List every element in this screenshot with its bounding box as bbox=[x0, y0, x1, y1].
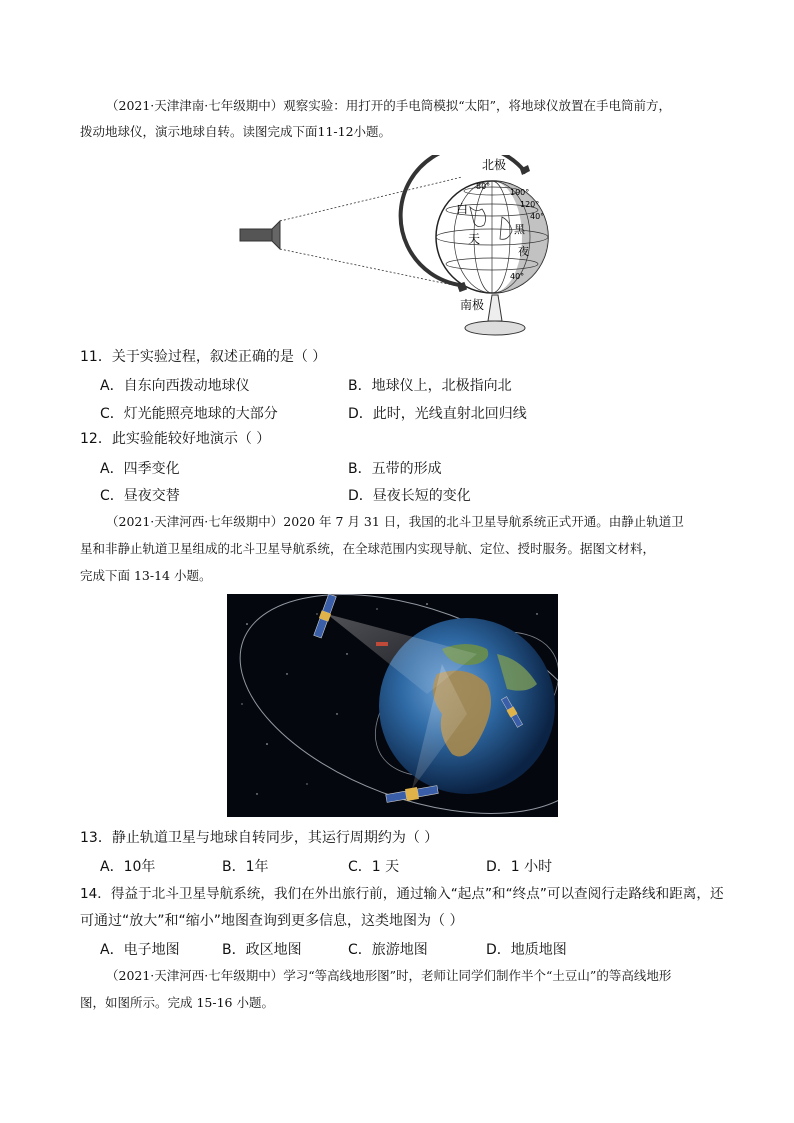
lat-40-label-a: 40° bbox=[530, 212, 545, 221]
q13-option-b: B．1年 bbox=[222, 859, 269, 875]
q11-stem: 11．关于实验过程，叙述正确的是（ ） bbox=[80, 349, 327, 365]
q13-option-d: D．1 小时 bbox=[486, 859, 553, 875]
intro1-line1: （2021·天津津南·七年级期中）观察实验：用打开的手电筒模拟“太阳”，将地球仪放置在手电筒前方， bbox=[106, 98, 672, 113]
intro1-line2: 拨动地球仪，演示地球自转。读图完成下面11-12小题。 bbox=[80, 124, 392, 139]
lon-100-label: 100° bbox=[510, 188, 530, 197]
q13-option-a: A．10年 bbox=[100, 859, 156, 875]
south-pole-label: 南极 bbox=[460, 298, 485, 312]
satellite-small-left bbox=[376, 642, 388, 646]
flashlight-globe-figure bbox=[230, 155, 570, 340]
q12-stem: 12．此实验能较好地演示（ ） bbox=[80, 431, 271, 447]
q11-option-c: C．灯光能照亮地球的大部分 bbox=[100, 406, 278, 422]
north-pole-label: 北极 bbox=[482, 158, 507, 172]
day-label: 白 bbox=[456, 202, 469, 216]
q13-option-c: C．1 天 bbox=[348, 859, 400, 875]
q14-option-c: C．旅游地图 bbox=[348, 942, 428, 958]
globe-stand-base bbox=[465, 321, 525, 335]
q13-stem: 13．静止轨道卫星与地球自转同步，其运行周期约为（ ） bbox=[80, 830, 439, 846]
q12-option-a: A．四季变化 bbox=[100, 461, 180, 477]
q14-option-b: B．政区地图 bbox=[222, 942, 302, 958]
intro2-line1: （2021·天津河西·七年级期中）2020 年 7 月 31 日，我国的北斗卫星导航系统正式开通。由静止轨道卫 bbox=[106, 514, 684, 529]
light-ray-top bbox=[280, 177, 462, 221]
q11-option-a: A．自东向西拨动地球仪 bbox=[100, 378, 250, 394]
q12-option-c: C．昼夜交替 bbox=[100, 488, 180, 504]
intro3-line1: （2021·天津河西·七年级期中）学习“等高线地形图”时，老师让同学们制作半个“土豆山”的等高线地形 bbox=[106, 968, 672, 983]
intro3-line2: 图，如图所示。完成 15-16 小题。 bbox=[80, 995, 274, 1010]
q12-option-b: B．五带的形成 bbox=[348, 461, 442, 477]
lat-80-label: 80° bbox=[476, 182, 491, 191]
flashlight-body bbox=[240, 229, 272, 241]
q11-option-d: D．此时，光线直射北回归线 bbox=[348, 406, 527, 422]
lon-120-label: 120° bbox=[520, 200, 540, 209]
q12-option-d: D．昼夜长短的变化 bbox=[348, 488, 471, 504]
night-label: 黑 bbox=[514, 223, 525, 236]
night-label-2: 夜 bbox=[518, 245, 529, 258]
q14-stem-line2: 可通过“放大”和“缩小”地图查询到更多信息，这类地图为（ ） bbox=[80, 913, 464, 929]
q14-option-a: A．电子地图 bbox=[100, 942, 180, 958]
intro2-line3: 完成下面 13-14 小题。 bbox=[80, 568, 212, 583]
q14-option-d: D．地质地图 bbox=[486, 942, 567, 958]
q14-stem-line1: 14．得益于北斗卫星导航系统，我们在外出旅行前，通过输入“起点”和“终点”可以查阅行走路线和距离，还 bbox=[80, 886, 724, 902]
intro2-line2: 星和非静止轨道卫星组成的北斗卫星导航系统，在全球范围内实现导航、定位、授时服务。据图文材料， bbox=[80, 541, 656, 556]
light-ray-bottom bbox=[280, 249, 462, 287]
day-label-2: 天 bbox=[468, 232, 481, 246]
beidou-satellite-image bbox=[227, 594, 558, 817]
q11-option-b: B．地球仪上，北极指向北 bbox=[348, 378, 512, 394]
flashlight-head bbox=[272, 221, 280, 249]
globe-stand-neck bbox=[488, 295, 502, 321]
lat-40-label-b: 40° bbox=[510, 272, 525, 281]
